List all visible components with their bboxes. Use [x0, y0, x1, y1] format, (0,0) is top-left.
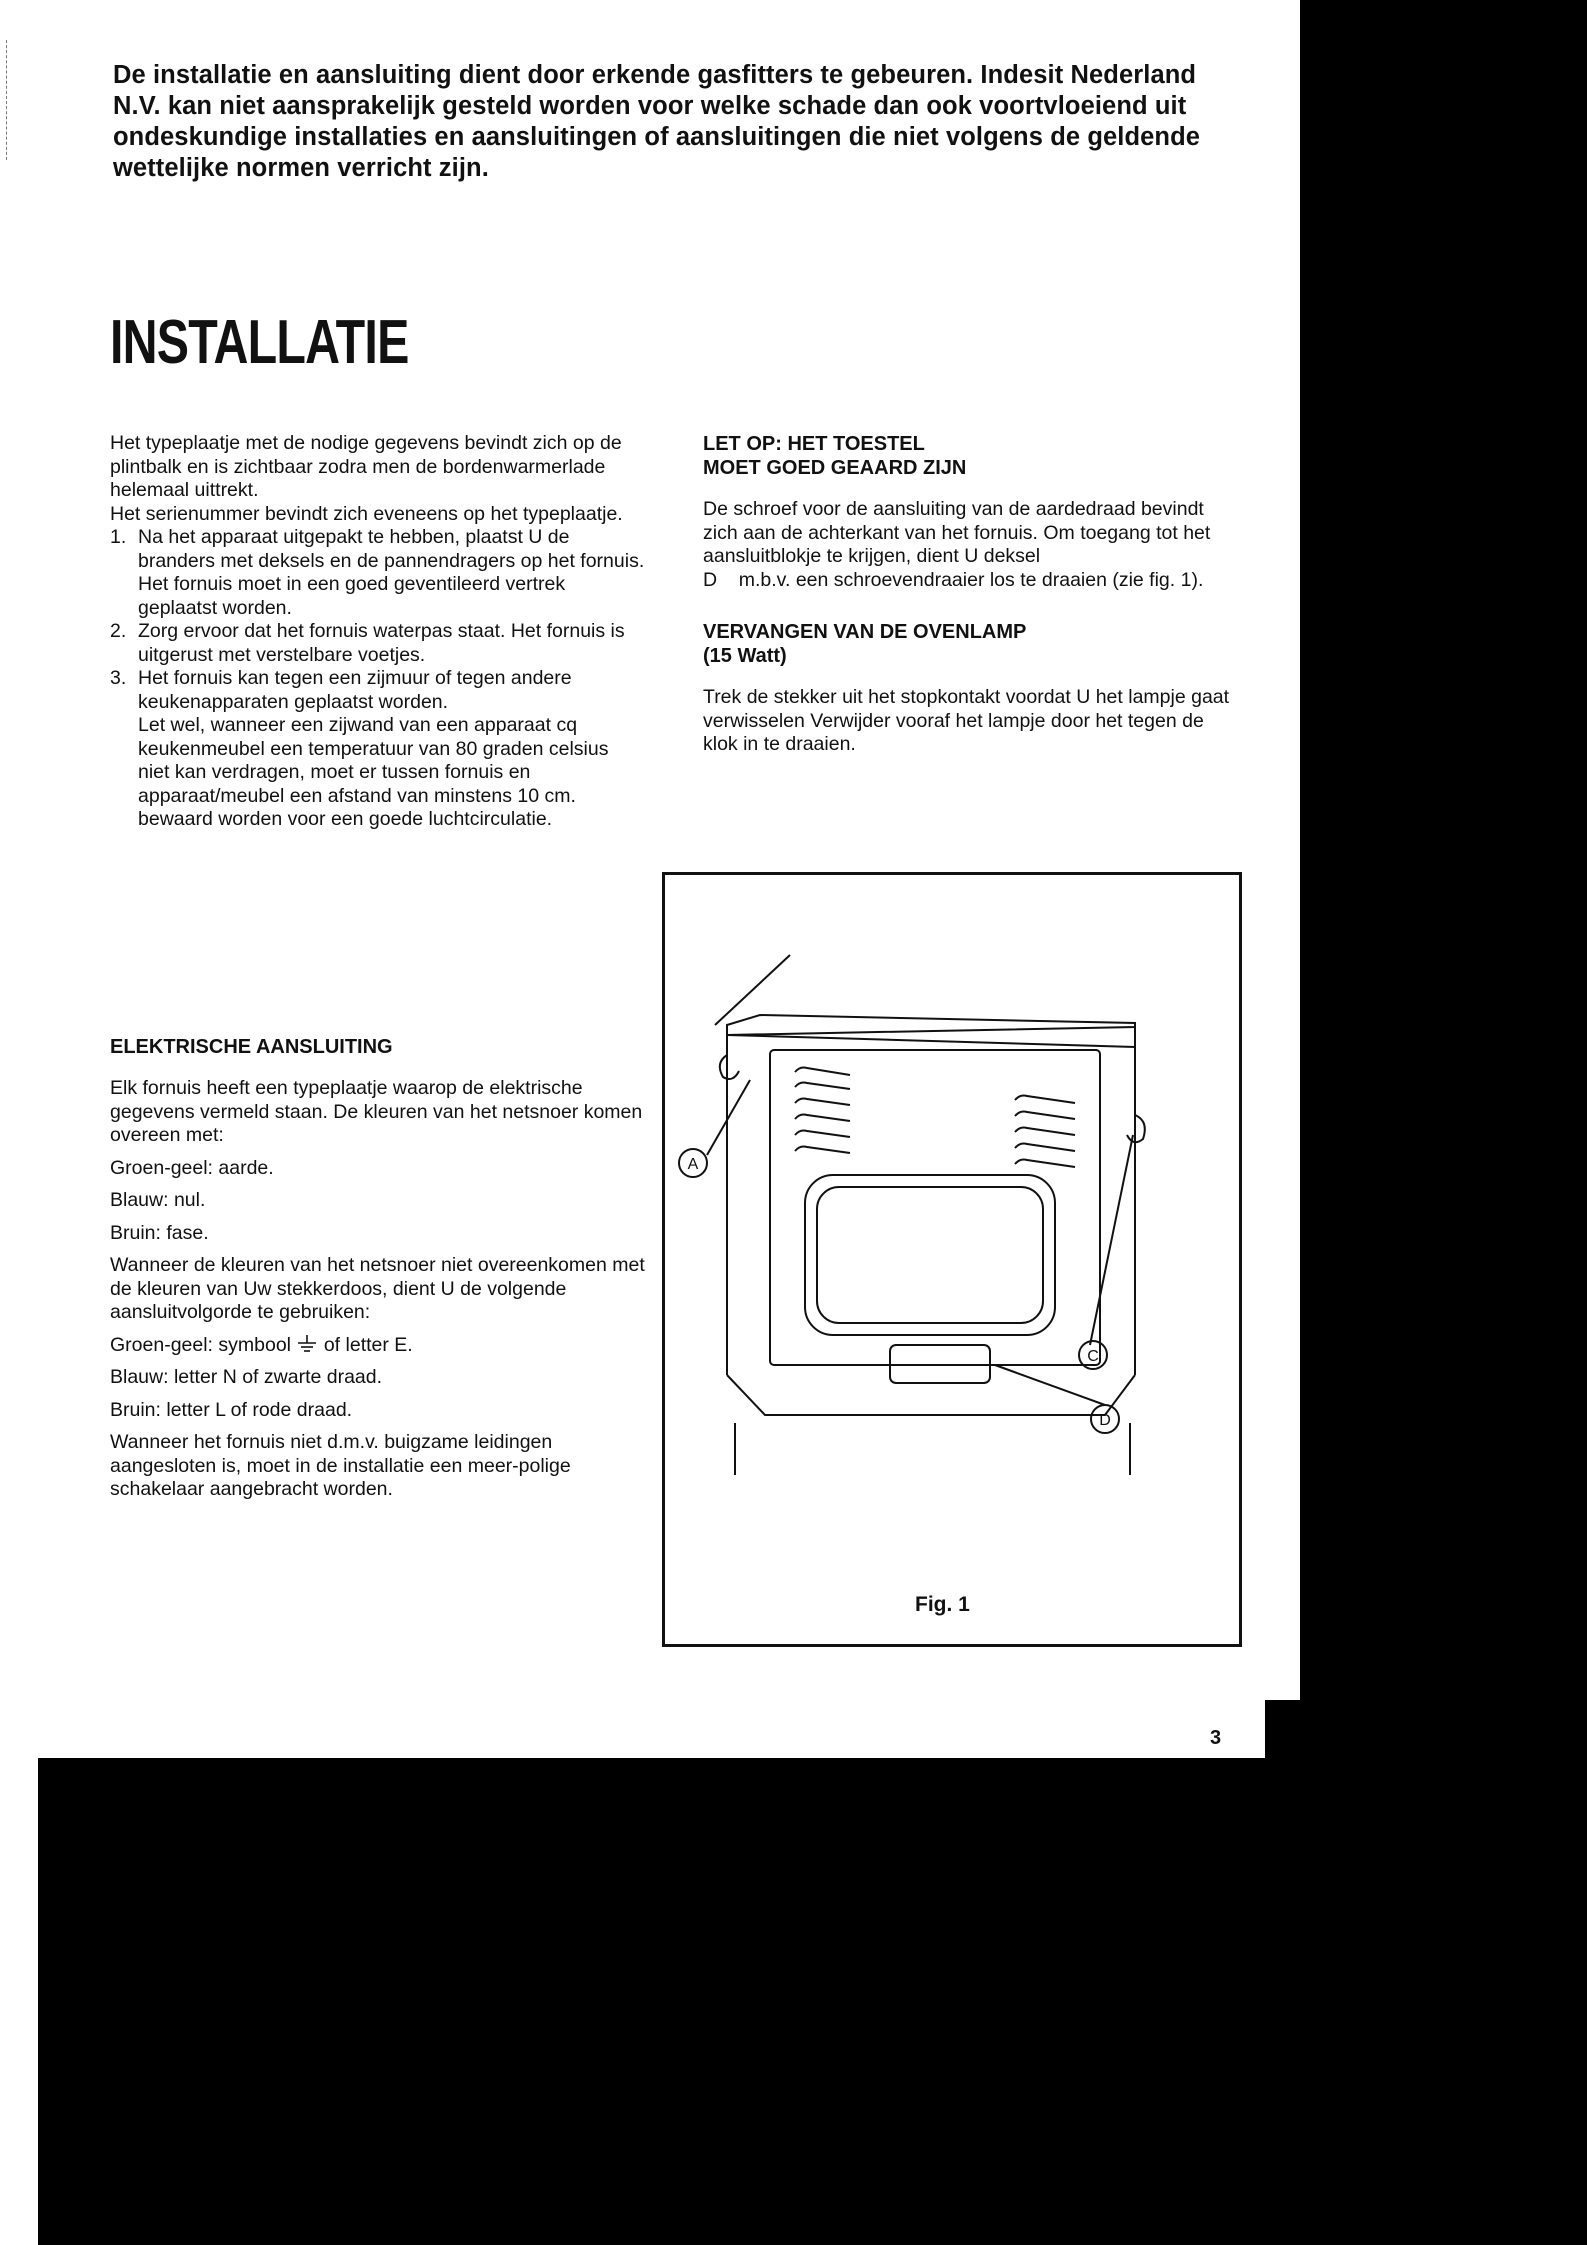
grounding-heading — [703, 432, 1238, 480]
mismatch-paragraph: Wanneer de kleuren van het netsnoer niet overeenkomen met de kleuren van Uw stekkerdoos, dient U de volgende aansluitvolgorde te gebruiken: — [110, 1254, 645, 1323]
step-item — [110, 667, 645, 832]
figure-1 — [662, 872, 1242, 1647]
callout-c-label: C — [1087, 1348, 1099, 1365]
grounding-heading-line2: MOET GOED GEAARD ZIJN — [703, 457, 967, 479]
electrical-intro: Elk fornuis heeft een typeplaatje waarop de elektrische gegevens vermeld staan. De kleuren van het netsnoer komen overeen met: — [110, 1077, 643, 1146]
page-number: 3 — [1210, 1727, 1222, 1749]
electrical-section — [110, 1035, 645, 1511]
callout-a-label: A — [687, 1156, 699, 1173]
callout-d-label: D — [1099, 1412, 1111, 1429]
ground-symbol-icon — [296, 1334, 318, 1354]
oven-rear-diagram — [665, 875, 1239, 1575]
ovenlamp-heading-line1: VERVANGEN VAN DE OVENLAMP — [703, 621, 1027, 643]
figure-caption: Fig. 1 — [915, 1593, 970, 1616]
typeplaatje-paragraph: Het typeplaatje met de nodige gegevens bevindt zich op de plintbalk en is zichtbaar zodra men de bordenwarmerlade helemaal uittrekt. — [110, 432, 622, 501]
grounding-text: De schroef voor de aansluiting van de aardedraad bevindt zich aan de achterkant van het fornuis. Om toegang tot het aansluitblokje te krijgen, dient U deksel — [703, 498, 1211, 567]
wire-item: Bruin: fase. — [110, 1221, 209, 1244]
wire-text: Groen-geel: symbool — [110, 1333, 297, 1356]
step-text: Het fornuis kan tegen een zijmuur of tegen andere keukenapparaten geplaatst worden. — [138, 667, 572, 713]
installation-steps — [110, 526, 645, 832]
left-column — [110, 432, 645, 832]
step-text: Na het apparaat uitgepakt te hebben, plaatst U de branders met deksels en de pannendragers op het fornuis. — [138, 526, 645, 572]
wire-item — [110, 1334, 645, 1358]
binding-marks — [6, 40, 9, 160]
ovenlamp-heading — [703, 620, 1238, 668]
grounding-text-end: D m.b.v. een schroevendraaier los te draaien (zie fig. 1). — [703, 568, 1204, 591]
scan-border-corner — [1265, 1700, 1587, 2245]
wire-item: Blauw: nul. — [110, 1189, 206, 1211]
grounding-paragraph — [703, 498, 1238, 592]
step-number: 1. — [110, 526, 127, 548]
switch-paragraph: Wanneer het fornuis niet d.m.v. buigzame leidingen aangesloten is, moet in de installatie een meer-polige schakelaar aangebracht worden. — [110, 1431, 571, 1500]
grounding-heading-line1: LET OP: HET TOESTEL — [703, 433, 925, 455]
wire-item: Groen-geel: aarde. — [110, 1156, 274, 1179]
ovenlamp-paragraph: Trek de stekker uit het stopkontakt voordat U het lampje gaat verwisselen Verwijder vooraf het lampje door het tegen de klok in te draaien. — [703, 686, 1230, 755]
step-number: 3. — [110, 667, 127, 689]
step-item — [110, 526, 645, 620]
page-title: INSTALLATIE — [110, 308, 409, 377]
wire-text: of letter E. — [318, 1333, 413, 1356]
step-item — [110, 620, 645, 667]
right-column — [703, 432, 1238, 757]
step-text: Zorg ervoor dat het fornuis waterpas staat. Het fornuis is uitgerust met verstelbare voetjes. — [138, 620, 625, 666]
wire-item: Bruin: letter L of rode draad. — [110, 1398, 353, 1421]
step-extra: Let wel, wanneer een zijwand van een apparaat cq keukenmeubel een temperatuur van 80 graden celsius niet kan verdragen, moet er tussen fornuis en apparaat/meubel een afstand van minstens 10 cm. bewaard worden voor een goede luchtcirculatie. — [138, 714, 609, 830]
step-number: 2. — [110, 620, 127, 642]
step-extra: Het fornuis moet in een goed geventileerd vertrek geplaatst worden. — [138, 573, 566, 619]
serienummer-paragraph: Het serienummer bevindt zich eveneens op het typeplaatje. — [110, 502, 623, 525]
intro-paragraph: De installatie en aansluiting dient door erkende gasfitters te gebeuren. Indesit Nederland N.V. kan niet aansprakelijk gesteld worden voor welke schade dan ook voortvloeiend uit ondeskundige installaties en aansluitingen of aansluitingen die niet volgens de geldende wettelijke normen verricht zijn. — [113, 61, 1201, 182]
electrical-heading: ELEKTRISCHE AANSLUITING — [110, 1036, 393, 1058]
ovenlamp-heading-line2: (15 Watt) — [703, 645, 787, 667]
wire-item: Blauw: letter N of zwarte draad. — [110, 1366, 383, 1388]
